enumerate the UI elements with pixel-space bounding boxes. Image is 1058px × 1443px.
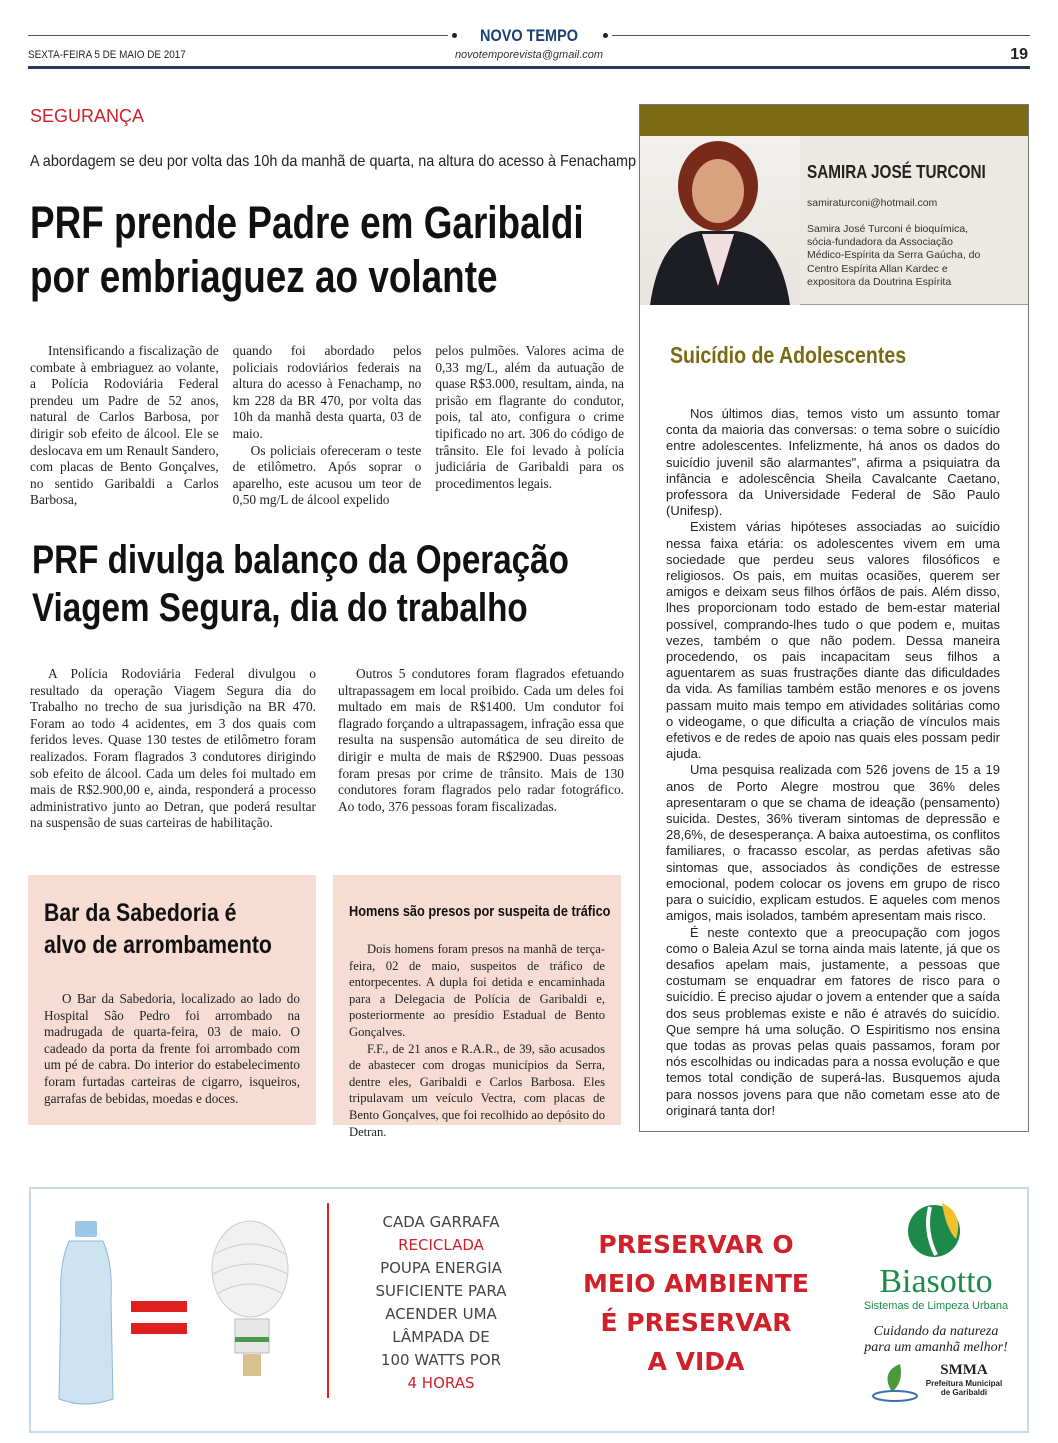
advertisement[interactable] (29, 1187, 1029, 1433)
divider (327, 1203, 329, 1398)
author-email[interactable]: samiraturconi@hotmail.com (807, 197, 938, 209)
tagline: Cuidando da natureza (873, 1324, 999, 1339)
column-body (666, 406, 1000, 1119)
ad-line: POUPA ENERGIA (380, 1259, 502, 1277)
headline-line: PRF divulga balanço da Operação (32, 538, 569, 582)
tagline: para um amanhã melhor! (864, 1340, 1008, 1355)
author-bio (640, 136, 1028, 305)
headline-line: Bar da Sabedoria é (44, 899, 237, 927)
article2-body (30, 666, 624, 832)
ad-line: ACENDER UMA (385, 1305, 497, 1323)
paragraph: Existem várias hipóteses associadas ao suicídio nessa faixa etária: os adolescentes vivem em uma sociedade que perdeu seus valores filosóficos e religiosos. Os pais, em muitas ocasiões, querem ser amigos e deixam seus filhos órfãos de pais. Além disso, lhes proporcionam todo estado de bem-estar material possível, comprando-lhes tudo o que podem e, muitas vezes, também o que não podem. Dessa maneira procedendo, os pais incapacitam seus filhos a aguentarem as suas frustrações diante das dificuldades da vida. As famílias também estão menores e os jovens passam muito mais tempo em atividades solitárias como o videogame, o que dificulta a criação de vínculos mais efetivos e de redes de apoio nas quais eles possam pedir ajuda. (666, 519, 1000, 762)
slogan-line: PRESERVAR O (598, 1230, 794, 1259)
ad-recycling-text (356, 1211, 526, 1395)
equals-icon (131, 1301, 187, 1334)
article2-headline (32, 536, 569, 632)
paragraph: Dois homens foram presos na manhã de terça-feira, 02 de maio, suspeitos de tráfico de entorpecentes. A dupla foi detida e encaminhada para a Delegacia de Polícia de Garibaldi e, posteriormente ao presídio Estadual de Bento Gonçalves. (349, 942, 605, 1039)
article1-headline (30, 196, 584, 304)
paragraph: A Polícia Rodoviária Federal divulgou o resultado da operação Viagem Segura dia do Trabalho no trecho de sua jurisdição na BR 470. Foram ao todo 4 acidentes, em 3 dos quais com feridos leves. Quase 130 testes de etilômetro foram realizados. Foram flagrados 3 condutores dirigindo sob efeito de álcool. Cada um deles foi multado em mais de R$2.900,00 e, ainda, responderá a processo administrativo junto ao Detran, que poderá resultar na suspensão de suas carteiras de habilitação. (30, 666, 316, 831)
article1-kicker: A abordagem se deu por volta das 10h da manhã de quarta, na altura do acesso à Fenachamp (30, 153, 637, 170)
page-number: 19 (1010, 46, 1028, 63)
prefeitura-label: de Garibaldi (940, 1388, 988, 1397)
headline-line: PRF prende Padre em Garibaldi (30, 197, 584, 248)
header-bottom-rule (28, 66, 1030, 69)
ad-line: LÂMPADA DE (392, 1328, 490, 1346)
biasotto-logo-icon (906, 1199, 966, 1259)
opinion-column (639, 104, 1029, 1132)
headline-line: por embriaguez ao volante (30, 251, 498, 302)
prefeitura-label: Prefeitura Municipal (925, 1379, 1003, 1388)
section-label: SEGURANÇA (30, 106, 145, 126)
sponsor-logo (851, 1199, 1021, 1402)
slogan-line: A VIDA (647, 1347, 745, 1376)
author-description: Samira José Turconi é bioquímica, sócia-fundadora da Associação Médico-Espírita da Serra Gaúcha, do Centro Espírita Allan Kardec e expositora da Doutrina Espírita (807, 223, 981, 288)
brand-name: Biasotto (879, 1263, 993, 1300)
smma-leaf-icon (870, 1362, 920, 1402)
paragraph: É neste contexto que a preocupação com jogos como o Baleia Azul se torna ainda mais latente, já que os desafios apelam mais, justamente, a pessoas que costumam se enquadrar em fatores de risco para o suicídio. É preciso ajudar o jovem a entender que a saída dos seus problemas existe e não é através do suicídio. Que sempre há uma solução. O Espiritismo nos ensina que todas as provas pelas quais passamos, foram por nós escolhidas ou indicadas para a nossa evolução e que temos total condição de superá-las. Busquemos ajuda para nossos jovens para que não cometam esse ato de originará tanta dor! (666, 924, 1000, 1118)
paragraph: Uma pesquisa realizada com 526 jovens de 15 a 19 anos de Porto Alegre mostrou que 36% deles apresentaram o que se chama de ideação (pensamento) suicida. Destes, 36% tiveram sintomas de depressão e 28,6%, de desesperança. A baixa autoestima, os conflitos familiares, o fracasso escolar, as perdas afetivas são sintomas que, associados às condições de estresse emocional, podem colocar os jovens em grupo de risco para o suicídio, explicam estudos. E aqueles com menos amigos, mais isolados, também apresentam mais risco. (666, 762, 1000, 924)
paragraph: Nos últimos dias, temos visto um assunto tomar conta da maioria das conversas: o tema sobre o suicídio entre adolescentes. Infelizmente, há anos os dados do suicídio juvenil são alarmantes", afirma a psiquiatra da infância e adolescência Sheila Cavalcante Caetano, professora da Universidade Federal de São Paulo (Unifesp). (666, 406, 1000, 519)
ad-line: 100 WATTS POR (380, 1351, 502, 1369)
column-header-bar (640, 105, 1028, 136)
box-headline (44, 897, 272, 961)
author-name: SAMIRA JOSÉ TURCONI (807, 162, 986, 182)
paragraph: Os policiais ofereceram o teste de etilômetro. Após soprar o aparelho, este acusou um teor de 0,50 mg/L de álcool expelido (232, 442, 422, 508)
bottle-equals-lamp-illustration (45, 1209, 325, 1419)
ad-line: CADA GARRAFA (382, 1213, 500, 1231)
paragraph: O Bar da Sabedoria, localizado ao lado do Hospital São Pedro foi arrombado na madrugada de quarta-feira, 03 de maio. O cadeado da porta da frente foi arrombado com um pé de cabra. Do interior do estabelecimento foram furtadas carteiras de cigarro, isqueiros, garrafas de bebidas, moedas e doces. (44, 991, 300, 1106)
author-photo (640, 136, 800, 305)
brand-subtitle: Sistemas de Limpeza Urbana (863, 1300, 1009, 1312)
ad-line: RECICLADA (398, 1236, 484, 1254)
headline-line: Viagem Segura, dia do trabalho (32, 586, 528, 630)
paragraph: Outros 5 condutores foram flagrados efetuando ultrapassagem em local proibido. Cada um deles foi multado em mais de R$1400. Um condutor foi flagrado forçando a ultrapassagem, infração essa que resulta na suspensão automática de seu direito de dirigir e multa de mais de R$2900. Duas pessoas foram presas por crime de trânsito. Mais de 130 condutores foram flagrados pelo radar fotográfico. Ao todo, 376 pessoas foram fiscalizadas. (338, 666, 624, 814)
ad-slogan (561, 1225, 831, 1381)
masthead: NOVO TEMPO (480, 26, 578, 45)
headline-line: alvo de arrombamento (44, 931, 272, 959)
ad-line: 4 HORAS (407, 1374, 475, 1392)
box-headline: Homens são presos por suspeita de tráfico (349, 903, 611, 920)
paragraph: Intensificando a fiscalização de combate à embriaguez ao volante, a Polícia Rodoviária Federal prendeu um Padre de 52 anos, natural de Carlos Barbosa, por dirigir sob efeito de álcool. Ele se deslocava em um Renault Sandero, com placas de Bento Gonçalves, no sentido Garibaldi a Carlos Barbosa, (30, 343, 219, 508)
slogan-line: É PRESERVAR (600, 1308, 792, 1337)
paragraph: F.F., de 21 anos e R.A.R., de 39, são acusados de abastecer com drogas municípios da Serra, dentre eles, Garibaldi e Carlos Barbosa. Eles tripulavam um veículo Vectra, com placas de Bento Gonçalves, que foi recolhido ao depósito do Detran. (349, 1041, 605, 1139)
slogan-line: MEIO AMBIENTE (583, 1269, 809, 1298)
box-bar-sabedoria (28, 875, 316, 1125)
bottle-icon (59, 1221, 113, 1404)
issue-date: SEXTA-FEIRA 5 DE MAIO DE 2017 (28, 49, 186, 61)
lightbulb-icon (212, 1221, 288, 1376)
ad-line: SUFICIENTE PARA (375, 1282, 507, 1300)
paragraph: pelos pulmões. Valores acima de 0,33 mg/L, além da autuação de quase R$3.000, resultam, ainda, na prisão em flagrante do condutor, pois, tal ato, configura o crime tipificado no art. 306 do código de trânsito. Ele foi levado à polícia judiciária de Garibaldi para os procedimentos legais. (435, 343, 625, 491)
column-title: Suicídio de Adolescentes (670, 342, 907, 368)
article1-body (30, 343, 624, 509)
header-email: novotemporevista@gmail.com (454, 49, 604, 61)
smma-logo: SMMA (940, 1362, 988, 1378)
paragraph: quando foi abordado pelos policiais rodoviários federais na altura do acesso à Fenachamp, no km 228 da BR 470, por volta das 10h da manhã desta quarta, 03 de maio. (232, 343, 422, 441)
box-trafico (333, 875, 621, 1139)
